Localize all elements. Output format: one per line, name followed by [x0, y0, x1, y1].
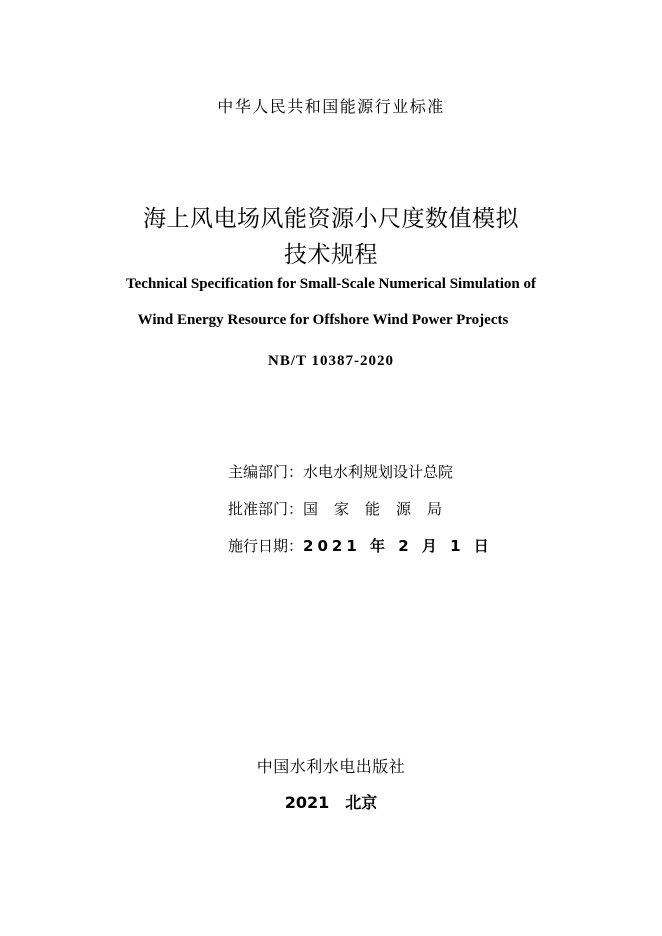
editor-label: 主编部门：	[228, 463, 304, 481]
standard-category: 中华人民共和国能源行业标准	[217, 97, 445, 116]
approver-label: 批准部门：	[228, 500, 304, 518]
title-en-line1: Technical Specification for Small-Scale Numerical Simulation of	[126, 276, 536, 292]
publication-city: 北京	[345, 793, 378, 812]
editor-value: 水电水利规划设计总院	[303, 463, 454, 481]
title-en-line2: Wind Energy Resource for Offshore Wind Power Projects	[137, 312, 509, 328]
effective-date-value: 2021 年 2 月 1 日	[303, 537, 493, 555]
effective-date-label: 施行日期：	[228, 537, 304, 555]
title-cn-line2: 技术规程	[284, 242, 378, 268]
editor-row	[228, 461, 453, 482]
publication-info	[0, 790, 662, 813]
standard-code: NB/T 10387-2020	[268, 353, 394, 369]
effective-date-row	[228, 535, 493, 556]
publisher-name: 中国水利水电出版社	[256, 757, 406, 776]
title-cn-line1: 海上风电场风能资源小尺度数值模拟	[143, 206, 519, 232]
publication-year: 2021	[284, 793, 330, 812]
approver-row	[228, 498, 458, 519]
approver-value: 国家能源局	[303, 500, 459, 518]
